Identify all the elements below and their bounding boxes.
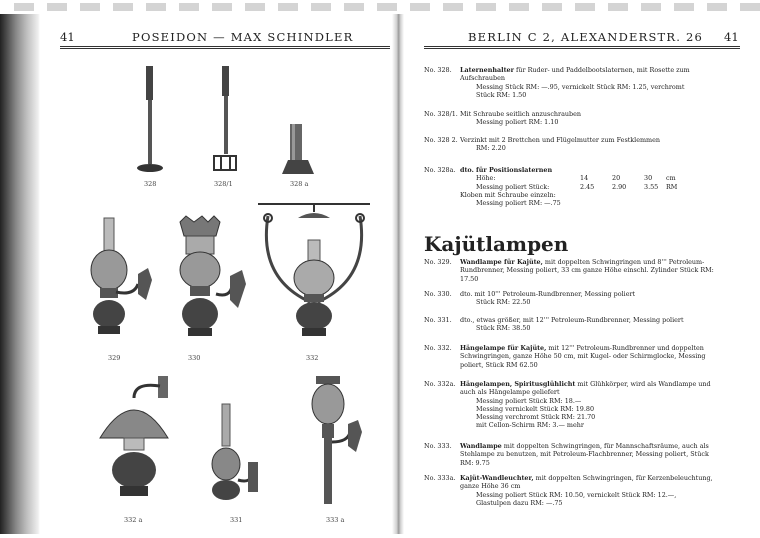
wall-lamp-330-illustration: [166, 214, 250, 350]
heights-cell: 30: [644, 174, 653, 183]
catalog-entry: [424, 316, 724, 333]
lantern-holder-328a-illustration: [278, 122, 318, 178]
lantern-holder-328-illustration: [135, 64, 165, 176]
binding-hole: [410, 3, 430, 11]
entry-price-line: Glastulpen dazu RM: —.75: [476, 498, 563, 507]
entry-price-line: Messing verchromt Stück RM: 21.70: [476, 413, 596, 422]
entry-text: mit 12''' Petroleum-Rundbrenner und doppelten Schwingringen, ganze Höhe 50 cm, mit Kugel- oder Schirmglocke, Messing poliert, Stück RM 62.50: [460, 344, 706, 369]
entry-number: No. 328a.: [424, 166, 456, 174]
entry-text: mit doppelten Schwingringen und 8''' Petroleum-Rundbrenner, Messing poliert, 33 cm ganze Höhe einschl. Zylinder Stück RM: 17.50: [460, 258, 714, 283]
heights-cell: cm: [666, 174, 676, 183]
entry-number: No. 329.: [424, 258, 452, 266]
entry-number: No. 333a.: [424, 474, 456, 482]
entry-body: [460, 290, 724, 298]
header-rule: [424, 48, 740, 49]
entry-body: [460, 344, 724, 369]
heights-extra-line: Messing poliert RM: —.75: [476, 199, 561, 208]
figure-caption: 328 a: [290, 180, 309, 188]
catalog-entry: [424, 290, 724, 307]
entry-title: Hängelampe für Kajüte,: [460, 344, 547, 352]
entry-body: [460, 258, 724, 283]
entry-text: mit doppelten Schwingringen, für Mannschaftsräume, auch als Stehlampe zu benutzen, mit Petroleum-Flachbrenner, Messing poliert, Stück RM: 9.75: [460, 442, 709, 467]
entry-price-line: Messing poliert RM: 1.10: [476, 118, 559, 127]
left-page-number: 41: [60, 30, 75, 44]
entry-title: Kajüt-Wandleuchter,: [460, 474, 534, 482]
lantern-holder-328-1-illustration: [210, 64, 240, 176]
header-rule: [60, 48, 390, 49]
wall-lamp-331-illustration: [204, 400, 264, 512]
binding-hole: [47, 3, 67, 11]
binding-hole: [14, 3, 34, 11]
catalog-entry: [424, 110, 724, 127]
binding-hole: [113, 3, 133, 11]
left-page-header: POSEIDON — MAX SCHINDLER: [132, 30, 354, 44]
entry-number: No. 328/1.: [424, 110, 458, 118]
catalog-entry: [424, 344, 724, 369]
page-gutter: [392, 14, 404, 534]
binding-holes: [0, 0, 760, 14]
entry-price-line: Messing Stück RM: —.95, vernickelt Stück RM: 1.25, verchromt: [476, 82, 685, 91]
entry-price-line: Messing poliert Stück RM: 18.—: [476, 396, 582, 405]
heights-cell: 20: [612, 174, 621, 183]
figure-caption: 328: [144, 180, 157, 188]
wall-candle-lamp-333a-illustration: [302, 372, 372, 512]
entry-text: dto., etwas größer, mit 12''' Petroleum-Rundbrenner, Messing poliert: [460, 316, 684, 324]
entry-body: [460, 66, 724, 83]
heights-cell: 3.55: [644, 182, 659, 191]
figure-caption: 332 a: [124, 516, 143, 524]
entry-title: Laternenhalter: [460, 66, 514, 74]
figure-caption: 330: [188, 354, 201, 362]
section-title: Kajütlampen: [424, 232, 569, 256]
entry-number: No. 331.: [424, 316, 452, 324]
entry-text: Mit Schraube seitlich anzuschrauben: [460, 110, 581, 118]
entry-price-line: mit Cellon-Schirm RM: 3.— mehr: [476, 421, 584, 430]
catalog-entry: [424, 136, 724, 153]
entry-price-line: Stück RM: 38.50: [476, 324, 531, 333]
binding-hole: [278, 3, 298, 11]
binding-hole: [245, 3, 265, 11]
entry-text: für Ruder- und Paddelbootslaternen, mit Rosette zum Aufschrauben: [460, 66, 690, 83]
binding-hole: [344, 3, 364, 11]
wall-lamp-329-illustration: [86, 214, 164, 350]
entry-text: Verzinkt mit 2 Brettchen und Flügelmutter zum Festklemmen: [460, 136, 661, 144]
binding-hole: [575, 3, 595, 11]
entry-body: [460, 110, 724, 118]
entry-number: No. 328 2.: [424, 136, 458, 144]
entry-title: Hängelampen, Spiritusglühlicht: [460, 380, 576, 388]
hanging-lamp-332a-illustration: [94, 372, 184, 512]
heights-table: [476, 174, 724, 191]
entry-body: [460, 136, 724, 144]
figure-caption: 333 a: [326, 516, 345, 524]
binding-hole: [443, 3, 463, 11]
binding-hole: [608, 3, 628, 11]
heights-cell: 2.45: [580, 182, 595, 191]
entry-price-line: Stück RM: 1.50: [476, 90, 527, 99]
binding-hole: [311, 3, 331, 11]
figure-caption: 332: [306, 354, 319, 362]
right-page-header: BERLIN C 2, ALEXANDERSTR. 26: [468, 30, 703, 44]
binding-hole: [674, 3, 694, 11]
binding-hole: [707, 3, 727, 11]
entry-number: No. 333.: [424, 442, 452, 450]
binding-hole: [377, 3, 397, 11]
entry-body: [460, 442, 724, 467]
binding-hole: [80, 3, 100, 11]
figure-caption: 331: [230, 516, 243, 524]
binding-hole: [146, 3, 166, 11]
entry-text: mit Glühkörper, wird als Wandlampe und auch als Hängelampe geliefert: [460, 380, 711, 397]
entry-price-line: Messing vernickelt Stück RM: 19.80: [476, 404, 595, 413]
entry-price-line: RM: 2.20: [476, 144, 506, 153]
entry-number: No. 330.: [424, 290, 452, 298]
entry-body: [460, 474, 724, 491]
binding-hole: [476, 3, 496, 11]
entry-body: [460, 316, 724, 324]
entry-number: No. 332a.: [424, 380, 456, 388]
right-page: [404, 14, 744, 534]
entry-body: [460, 166, 724, 174]
binding-hole: [542, 3, 562, 11]
heights-cell: RM: [666, 182, 678, 191]
entry-title: Wandlampe: [460, 442, 502, 450]
entry-price-line: Messing poliert Stück RM: 10.50, vernickelt Stück RM: 12.—,: [476, 490, 677, 499]
binding-hole: [641, 3, 661, 11]
left-page: [40, 14, 392, 534]
entry-text: dto. mit 10''' Petroleum-Rundbrenner, Messing poliert: [460, 290, 636, 298]
figure-caption: 329: [108, 354, 121, 362]
entry-number: No. 332.: [424, 344, 452, 352]
catalog-entry: [424, 66, 724, 99]
binding-hole: [179, 3, 199, 11]
entry-number: No. 328.: [424, 66, 452, 74]
heights-row-label: Messing poliert Stück:: [476, 182, 550, 191]
right-page-number: 41: [724, 30, 739, 44]
binding-hole: [212, 3, 232, 11]
entry-body: [460, 380, 724, 397]
header-rule: [60, 46, 390, 47]
figure-caption: 328/1: [214, 180, 233, 188]
header-rule: [424, 46, 740, 47]
entry-price-line: Stück RM: 22.50: [476, 298, 531, 307]
entry-title: dto. für Positionslaternen: [460, 166, 553, 174]
catalog-entry: [424, 166, 724, 207]
hanging-lamp-332-illustration: [254, 198, 374, 350]
catalog-entry: [424, 442, 724, 467]
catalog-entry: [424, 380, 724, 430]
scan-shadow-left: [0, 14, 40, 534]
heights-row-label: Höhe:: [476, 174, 496, 183]
binding-hole: [509, 3, 529, 11]
heights-cell: 14: [580, 174, 589, 183]
entry-text: mit doppelten Schwingringen, für Kerzenbeleuchtung, ganze Höhe 36 cm: [460, 474, 713, 491]
binding-hole: [740, 3, 760, 11]
heights-cell: 2.90: [612, 182, 627, 191]
catalog-entry: [424, 474, 724, 507]
heights-extra-line: Kloben mit Schraube einzeln:: [460, 190, 556, 199]
entry-title: Wandlampe für Kajüte,: [460, 258, 543, 266]
catalog-entry: [424, 258, 724, 283]
